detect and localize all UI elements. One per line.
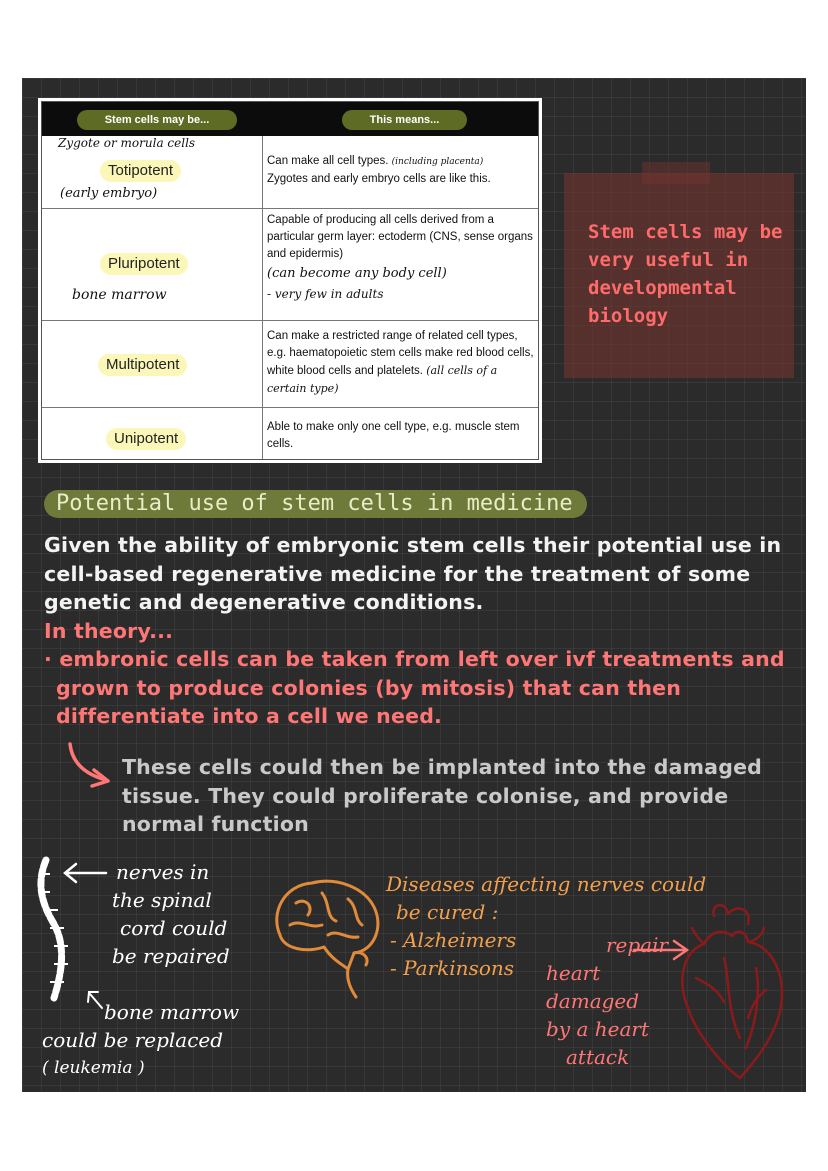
type-description: Can make a restricted range of related cell types, e.g. haematopoietic stem cells make red blood cells, white blood cells and platelets. (all cells of a certain type) xyxy=(267,330,534,395)
implant-paragraph: These cells could then be implanted into the damaged tissue. They could proliferate colonise, and provide normal function xyxy=(122,755,763,836)
type-description: Can make all cell types. (including placenta) Zygotes and early embryo cells are like this. xyxy=(267,155,491,185)
type-description: Capable of producing all cells derived from a particular germ layer: ectoderm (CNS, sense organs and epidermis) (can become any body cell) - very few in adults xyxy=(267,214,533,301)
type-label: Totipotent xyxy=(100,160,181,182)
type-label: Unipotent xyxy=(106,428,186,450)
table-header xyxy=(42,102,538,136)
column-header-type: Stem cells may be... xyxy=(77,110,237,130)
table-row xyxy=(42,320,538,408)
type-label: Pluripotent xyxy=(100,253,188,275)
row-note: (early embryo) xyxy=(60,186,158,201)
sticky-note-text: Stem cells may be very useful in developmental biology xyxy=(588,221,783,327)
brain-icon xyxy=(266,873,386,1003)
spine-note: nerves in the spinal cord could be repaired xyxy=(112,860,230,968)
intro-paragraph: Given the ability of embryonic stem cells their potential use in cell-based regenerative medicine for the treatment of some genetic and degenerative conditions. xyxy=(44,533,782,614)
heart-note: repair heart damaged by a heart attack xyxy=(546,933,669,1069)
stem-cells-table xyxy=(38,98,542,463)
row-note: bone marrow xyxy=(72,287,167,303)
marrow-note: bone marrow could be replaced ( leukemia ) xyxy=(42,1000,240,1078)
left-arrow-icon xyxy=(60,861,110,885)
theory-label: In theory... xyxy=(44,619,174,643)
table-row xyxy=(42,407,538,462)
table-row xyxy=(42,208,538,321)
type-description: Able to make only one cell type, e.g. muscle stem cells. xyxy=(267,421,520,450)
table-row xyxy=(42,136,538,208)
bullet-point: · embronic cells can be taken from left over ivf treatments and grown to produce colonies (by mitosis) that can then differentiate into a cell we need. xyxy=(44,647,785,728)
column-header-meaning: This means... xyxy=(342,110,467,130)
section-heading: Potential use of stem cells in medicine xyxy=(44,490,587,518)
row-note: Zygote or morula cells xyxy=(58,136,196,150)
diseases-note: Diseases affecting nerves could be cured : - Alzheimers - Parkinsons xyxy=(386,872,707,980)
notes-board xyxy=(22,78,806,1092)
curved-arrow-icon xyxy=(62,740,122,790)
type-label: Multipotent xyxy=(98,354,187,376)
